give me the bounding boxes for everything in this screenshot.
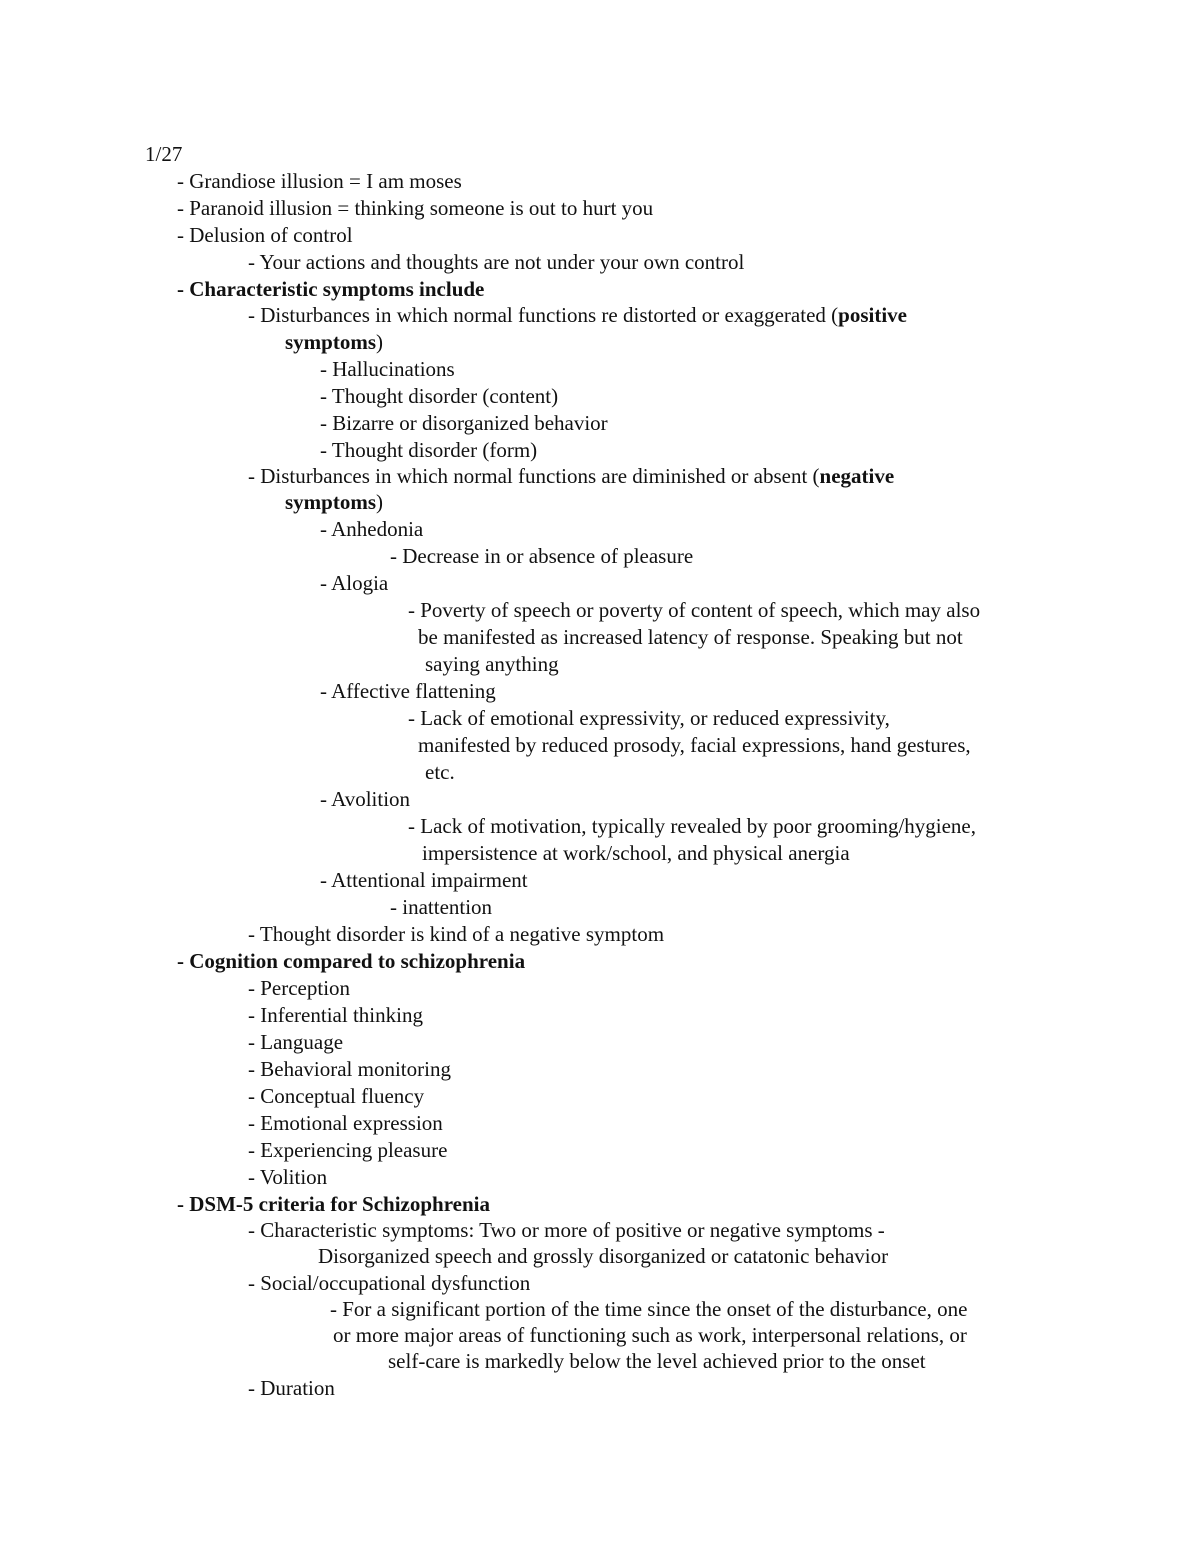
note-line-continuation: impersistence at work/school, and physical anergia (422, 841, 850, 865)
note-line-continuation: symptoms) (285, 490, 384, 514)
note-line: - Social/occupational dysfunction (248, 1271, 531, 1295)
note-line: - Grandiose illusion = I am moses (177, 169, 462, 193)
section-heading: - Cognition compared to schizophrenia (177, 949, 526, 973)
note-line: - Thought disorder (content) (320, 384, 559, 408)
note-line-continuation: symptoms) (285, 330, 384, 354)
section-heading: - DSM-5 criteria for Schizophrenia (177, 1192, 491, 1216)
note-line-continuation: or more major areas of functioning such as work, interpersonal relations, or (333, 1323, 967, 1347)
note-line-continuation: etc. (425, 760, 455, 784)
note-line: - Affective flattening (320, 679, 496, 703)
note-line: - Hallucinations (320, 357, 455, 381)
note-line: - Alogia (320, 571, 389, 595)
note-line-continuation: manifested by reduced prosody, facial expressions, hand gestures, (418, 733, 971, 757)
note-line: - Paranoid illusion = thinking someone is out to hurt you (177, 196, 654, 220)
note-line: - Lack of emotional expressivity, or reduced expressivity, (408, 706, 890, 730)
note-line: - Language (248, 1030, 344, 1054)
note-line: - Conceptual fluency (248, 1084, 425, 1108)
note-line: - Bizarre or disorganized behavior (320, 411, 608, 435)
note-line: - Decrease in or absence of pleasure (390, 544, 694, 568)
note-line-continuation: be manifested as increased latency of response. Speaking but not (418, 625, 963, 649)
note-line: - Experiencing pleasure (248, 1138, 448, 1162)
note-line: - Avolition (320, 787, 411, 811)
note-line: - Emotional expression (248, 1111, 443, 1135)
note-line: - Volition (248, 1165, 328, 1189)
note-line: - Your actions and thoughts are not under your own control (248, 250, 745, 274)
note-line: - Poverty of speech or poverty of content of speech, which may also (408, 598, 981, 622)
note-line: - Duration (248, 1376, 335, 1400)
note-line: - Thought disorder is kind of a negative symptom (248, 922, 665, 946)
note-line: - Perception (248, 976, 351, 1000)
note-line-continuation: self-care is markedly below the level achieved prior to the onset (388, 1349, 926, 1373)
note-line: - Lack of motivation, typically revealed by poor grooming/hygiene, (408, 814, 977, 838)
note-line: - Anhedonia (320, 517, 424, 541)
note-line: - For a significant portion of the time since the onset of the disturbance, one (330, 1297, 968, 1321)
section-heading: - Characteristic symptoms include (177, 277, 485, 301)
note-line: - Attentional impairment (320, 868, 528, 892)
note-line: - Inferential thinking (248, 1003, 423, 1027)
note-line-continuation: saying anything (425, 652, 559, 676)
note-line: - Characteristic symptoms: Two or more of positive or negative symptoms - (248, 1218, 885, 1242)
note-line: - Disturbances in which normal functions re distorted or exaggerated (positive (248, 303, 907, 327)
note-line: - Delusion of control (177, 223, 353, 247)
note-line: - Behavioral monitoring (248, 1057, 451, 1081)
note-line: - Disturbances in which normal functions are diminished or absent (negative (248, 464, 895, 488)
note-line-continuation: Disorganized speech and grossly disorganized or catatonic behavior (318, 1244, 889, 1268)
date-heading: 1/27 (145, 142, 183, 166)
note-line: - Thought disorder (form) (320, 438, 538, 462)
note-line: - inattention (390, 895, 493, 919)
